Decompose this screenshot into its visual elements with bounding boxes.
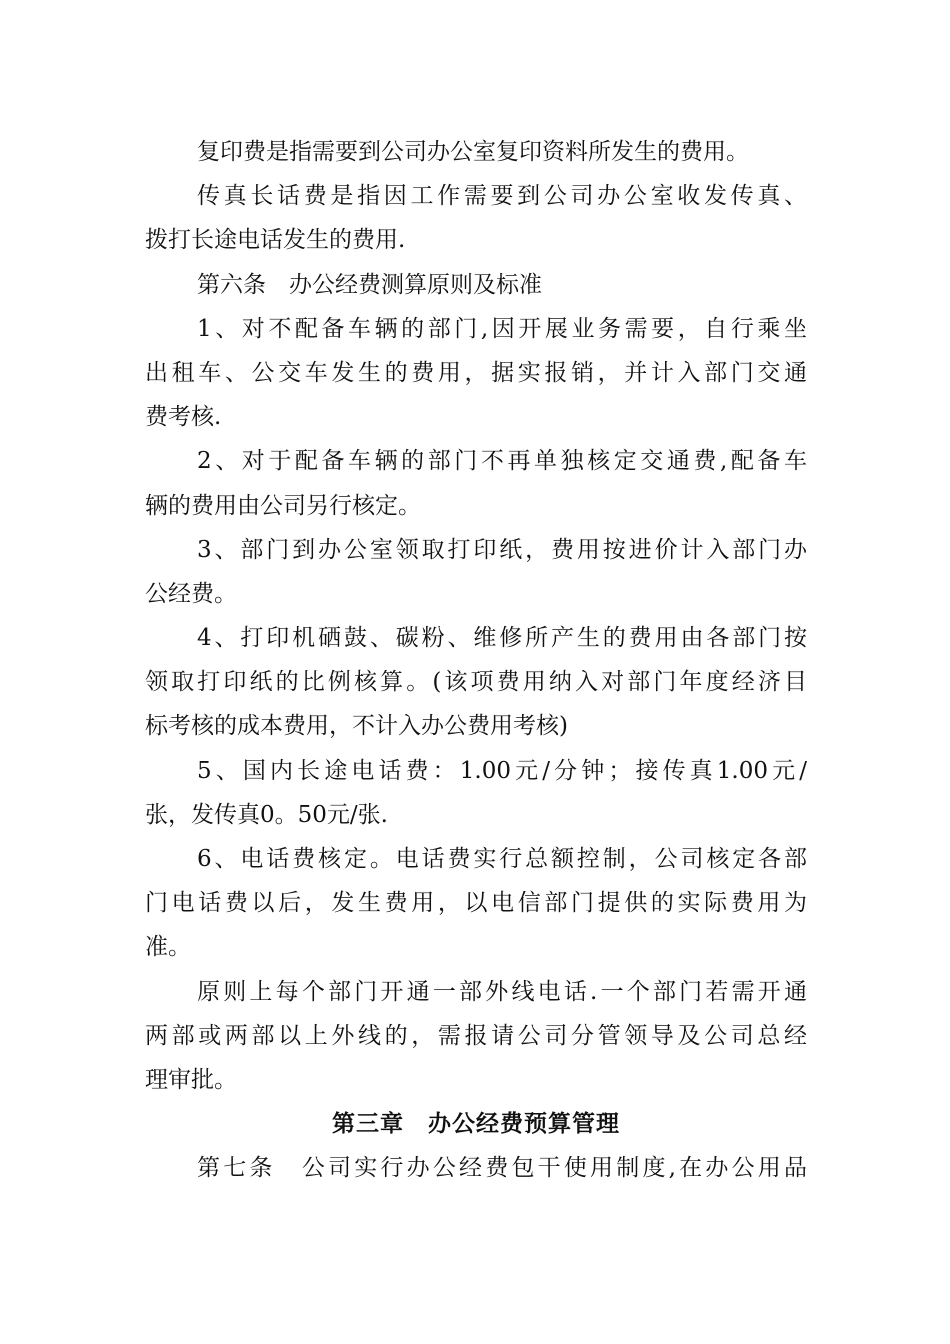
paragraph-fax-fee-line1: 传真长话费是指因工作需要到公司办公室收发传真、 bbox=[197, 183, 807, 210]
paragraph-copy-fee: 复印费是指需要到公司办公室复印资料所发生的费用。 bbox=[197, 139, 749, 165]
chapter-three-heading: 第三章 办公经费预算管理 bbox=[332, 1111, 620, 1138]
principle-line1: 原则上每个部门开通一部外线电话.一个部门若需开通 bbox=[197, 978, 807, 1005]
item-3-line1: 3、部门到办公室领取打印纸，费用按进价计入部门办 bbox=[197, 536, 807, 563]
item-2-line2: 辆的费用由公司另行核定。 bbox=[145, 492, 421, 519]
item-4-line3: 标考核的成本费用，不计入办公费用考核) bbox=[145, 713, 568, 740]
item-1-line1: 1、对不配备车辆的部门,因开展业务需要，自行乘坐 bbox=[197, 315, 807, 342]
item-1-line3: 费考核. bbox=[145, 404, 222, 431]
item-5-line1: 5、国内长途电话费：1.00元/分钟；接传真1.00元/ bbox=[197, 757, 807, 784]
item-6-line3: 准。 bbox=[145, 934, 191, 961]
principle-line2: 两部或两部以上外线的，需报请公司分管领导及公司总经 bbox=[145, 1022, 807, 1049]
item-4-line2: 领取打印纸的比例核算。(该项费用纳入对部门年度经济目 bbox=[145, 669, 807, 696]
article-seven-line1: 第七条 公司实行办公经费包干使用制度,在办公用品 bbox=[197, 1155, 807, 1182]
paragraph-fax-fee-line2: 拨打长途电话发生的费用. bbox=[145, 227, 406, 254]
item-6-line2: 门电话费以后，发生费用，以电信部门提供的实际费用为 bbox=[145, 890, 807, 917]
principle-line3: 理审批。 bbox=[145, 1066, 237, 1093]
item-2-line1: 2、对于配备车辆的部门不再单独核定交通费,配备车 bbox=[197, 448, 807, 475]
document-page bbox=[145, 130, 807, 1191]
item-5-line2: 张，发传真0。50元/张. bbox=[145, 801, 388, 828]
item-4-line1: 4、打印机硒鼓、碳粉、维修所产生的费用由各部门按 bbox=[197, 625, 807, 652]
article-six-heading: 第六条 办公经费测算原则及标准 bbox=[197, 271, 542, 298]
item-3-line2: 公经费。 bbox=[145, 580, 237, 607]
item-6-line1: 6、电话费核定。电话费实行总额控制，公司核定各部 bbox=[197, 846, 807, 872]
item-1-line2: 出租车、公交车发生的费用，据实报销，并计入部门交通 bbox=[145, 359, 807, 386]
